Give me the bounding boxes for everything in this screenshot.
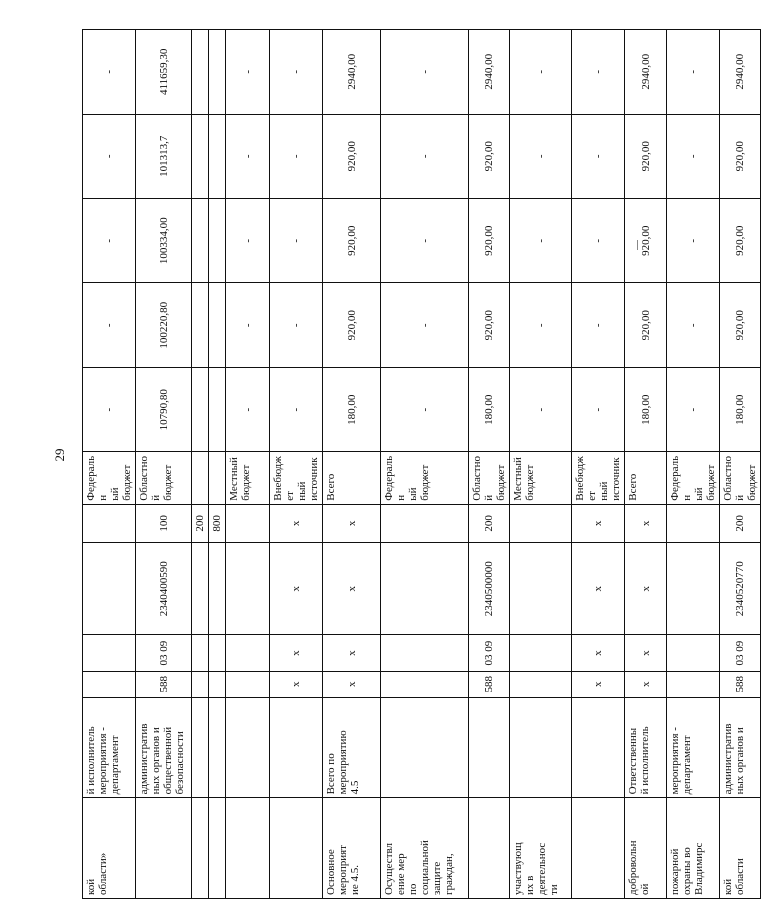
table-cell: - — [572, 199, 625, 283]
budget-table — [82, 29, 761, 899]
table-cell: Местный бюджет — [510, 452, 572, 504]
table-cell: административ ных органов и общественной безопасности — [136, 697, 192, 798]
table-cell — [192, 798, 209, 899]
table-cell — [192, 114, 209, 198]
table-cell — [226, 542, 270, 635]
table-cell: 920,00 — [323, 199, 381, 283]
table-cell: 2340400590 — [136, 542, 192, 635]
table-cell: x — [572, 635, 625, 671]
table-cell — [667, 542, 720, 635]
table-cell — [136, 798, 192, 899]
table-cell: - — [510, 199, 572, 283]
table-cell: 2940,00 — [720, 30, 761, 115]
table-cell — [572, 697, 625, 798]
table-cell: 101313,7 — [136, 114, 192, 198]
table-cell: - — [510, 114, 572, 198]
table-cell — [83, 504, 136, 542]
table-cell: 920,00 — [323, 114, 381, 198]
table-row — [270, 30, 323, 899]
table-cell — [192, 697, 209, 798]
table-row — [510, 30, 572, 899]
table-cell — [192, 199, 209, 283]
table-cell: 2940,00 — [625, 30, 667, 115]
table-cell: Ответственны й исполнитель — [625, 697, 667, 798]
table-cell: - — [270, 199, 323, 283]
table-row — [83, 30, 136, 899]
table-cell: 100 — [136, 504, 192, 542]
table-cell: Федеральн ый бюджет — [83, 452, 136, 504]
table-cell: - — [83, 114, 136, 198]
table-cell: 10790,80 — [136, 367, 192, 451]
table-cell: й исполнитель мероприятия - департамент — [83, 697, 136, 798]
table-cell: - — [381, 30, 469, 115]
table-cell: - — [381, 114, 469, 198]
table-cell — [83, 671, 136, 697]
table-row — [572, 30, 625, 899]
table-cell: - — [226, 283, 270, 367]
table-cell — [83, 542, 136, 635]
table-cell: 200 — [192, 504, 209, 542]
table-cell: x — [572, 542, 625, 635]
table-cell — [226, 635, 270, 671]
table-cell: x — [323, 635, 381, 671]
table-cell: - — [667, 199, 720, 283]
table-cell: 2940,00 — [469, 30, 510, 115]
table-cell: 180,00 — [469, 367, 510, 451]
table-cell — [209, 367, 226, 451]
table-cell: Внебюджет ный источник — [572, 452, 625, 504]
table-cell: 03 09 — [469, 635, 510, 671]
table-cell — [572, 798, 625, 899]
table-row — [667, 30, 720, 899]
table-cell — [192, 283, 209, 367]
table-cell: Областной бюджет — [136, 452, 192, 504]
table-row — [720, 30, 761, 899]
page-number: 29 — [52, 448, 67, 462]
table-cell: - — [83, 199, 136, 283]
table-cell: - — [510, 283, 572, 367]
table-cell: кой области» — [83, 798, 136, 899]
scan-edge-mark — [637, 240, 638, 250]
table-cell: мероприятия - департамент — [667, 697, 720, 798]
table-cell — [469, 798, 510, 899]
table-cell: x — [625, 504, 667, 542]
table-cell: кой области — [720, 798, 761, 899]
table-cell: пожарной охраны во Владимирс — [667, 798, 720, 899]
table-cell — [209, 671, 226, 697]
table-cell: Федеральн ый бюджет — [667, 452, 720, 504]
table-cell: 800 — [209, 504, 226, 542]
table-cell: - — [83, 283, 136, 367]
table-cell: x — [270, 635, 323, 671]
table-cell — [226, 697, 270, 798]
table-cell: 200 — [720, 504, 761, 542]
table-cell — [192, 30, 209, 115]
table-cell: Внебюджет ный источник — [270, 452, 323, 504]
table-cell: - — [270, 30, 323, 115]
table-cell: 2340500000 — [469, 542, 510, 635]
table-cell: Всего по мероприятию 4.5 — [323, 697, 381, 798]
table-cell: Областной бюджет — [720, 452, 761, 504]
table-cell: 411659,30 — [136, 30, 192, 115]
table-cell: x — [323, 504, 381, 542]
table-cell: - — [226, 199, 270, 283]
table-cell: x — [625, 542, 667, 635]
table-cell: - — [572, 367, 625, 451]
table-row — [226, 30, 270, 899]
table-cell: - — [667, 30, 720, 115]
table-cell: добровольн ой — [625, 798, 667, 899]
table-cell: - — [83, 30, 136, 115]
table-cell: 03 09 — [136, 635, 192, 671]
table-cell: 920,00 — [469, 283, 510, 367]
table-cell: - — [572, 114, 625, 198]
table-cell: - — [510, 367, 572, 451]
table-cell — [270, 697, 323, 798]
table-cell — [510, 697, 572, 798]
table-cell — [270, 798, 323, 899]
table-cell: 100334,00 — [136, 199, 192, 283]
table-cell — [381, 671, 469, 697]
table-cell — [510, 542, 572, 635]
table-cell: - — [83, 367, 136, 451]
table-cell — [667, 635, 720, 671]
table-cell: 2340520770 — [720, 542, 761, 635]
table-cell: x — [625, 671, 667, 697]
table-cell — [510, 504, 572, 542]
table-cell: x — [323, 671, 381, 697]
table-cell: - — [667, 283, 720, 367]
table-cell: 200 — [469, 504, 510, 542]
table-cell — [209, 114, 226, 198]
table-cell: x — [270, 504, 323, 542]
table-row — [192, 30, 209, 899]
table-cell: Всего — [323, 452, 381, 504]
table-cell — [192, 367, 209, 451]
budget-table-container — [82, 0, 758, 905]
table-cell: Основное мероприят ие 4.5. — [323, 798, 381, 899]
table-cell — [209, 30, 226, 115]
table-cell: 920,00 — [469, 199, 510, 283]
table-cell: - — [270, 114, 323, 198]
table-row — [136, 30, 192, 899]
table-cell: x — [572, 504, 625, 542]
table-cell: - — [572, 30, 625, 115]
table-cell: x — [323, 542, 381, 635]
table-cell — [381, 635, 469, 671]
table-cell: 588 — [136, 671, 192, 697]
table-cell — [667, 671, 720, 697]
table-cell — [83, 635, 136, 671]
table-cell: - — [381, 283, 469, 367]
table-cell — [192, 635, 209, 671]
table-cell: 920,00 — [720, 114, 761, 198]
table-cell — [209, 635, 226, 671]
table-cell — [226, 504, 270, 542]
table-cell: x — [270, 542, 323, 635]
table-cell: 180,00 — [720, 367, 761, 451]
table-cell: Всего — [625, 452, 667, 504]
table-cell: - — [226, 114, 270, 198]
table-cell — [469, 697, 510, 798]
table-cell — [381, 542, 469, 635]
table-row — [323, 30, 381, 899]
table-cell: - — [667, 367, 720, 451]
table-cell: Федеральн ый бюджет — [381, 452, 469, 504]
table-cell: - — [270, 367, 323, 451]
table-row — [469, 30, 510, 899]
table-cell — [209, 697, 226, 798]
table-cell — [226, 671, 270, 697]
table-row — [381, 30, 469, 899]
table-cell — [510, 635, 572, 671]
table-cell: 180,00 — [323, 367, 381, 451]
table-cell: - — [667, 114, 720, 198]
table-cell: административ ных органов и — [720, 697, 761, 798]
table-cell: Осуществл ение мер по социальной защите граждан, — [381, 798, 469, 899]
table-cell — [209, 283, 226, 367]
table-cell: - — [226, 367, 270, 451]
table-cell: Местный бюджет — [226, 452, 270, 504]
table-cell: - — [381, 367, 469, 451]
table-cell: - — [572, 283, 625, 367]
table-cell: - — [381, 199, 469, 283]
table-cell: 100220,80 — [136, 283, 192, 367]
table-row — [209, 30, 226, 899]
table-cell: 920,00 — [625, 283, 667, 367]
table-cell: участвующ их в деятельнос ти — [510, 798, 572, 899]
table-cell: 920,00 — [625, 114, 667, 198]
table-cell: - — [226, 30, 270, 115]
table-cell — [667, 504, 720, 542]
table-cell — [192, 452, 209, 504]
table-cell — [209, 798, 226, 899]
table-cell: 920,00 — [720, 283, 761, 367]
table-cell: 920,00 — [469, 114, 510, 198]
table-cell — [209, 542, 226, 635]
table-cell: x — [572, 671, 625, 697]
table-cell — [209, 452, 226, 504]
table-cell — [209, 199, 226, 283]
table-cell: 588 — [469, 671, 510, 697]
table-cell: x — [625, 635, 667, 671]
table-cell: 920,00 — [323, 283, 381, 367]
table-cell: 2940,00 — [323, 30, 381, 115]
table-cell: Областной бюджет — [469, 452, 510, 504]
table-cell — [226, 798, 270, 899]
table-cell: - — [270, 283, 323, 367]
table-cell: 588 — [720, 671, 761, 697]
table-cell — [381, 697, 469, 798]
table-cell: - — [510, 30, 572, 115]
table-cell: 920,00 — [720, 199, 761, 283]
table-cell: 180,00 — [625, 367, 667, 451]
table-cell — [192, 542, 209, 635]
table-row — [625, 30, 667, 899]
table-cell: x — [270, 671, 323, 697]
table-cell — [510, 671, 572, 697]
table-cell — [381, 504, 469, 542]
table-cell — [192, 671, 209, 697]
table-cell: 03 09 — [720, 635, 761, 671]
table-cell: 920,00 — [625, 199, 667, 283]
